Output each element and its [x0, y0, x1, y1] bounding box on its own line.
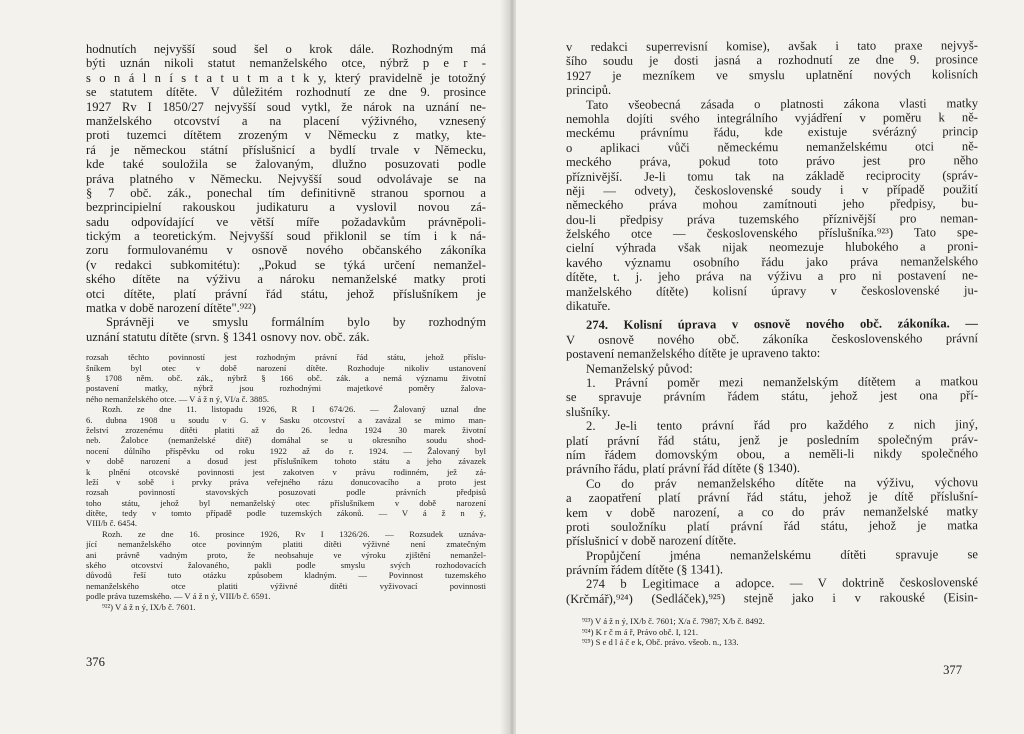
body-line: s o n á l n í s t a t u t m a t k y, který pravidelně je totožný — [86, 70, 486, 85]
body-line: 1927 je mezníkem ve smyslu uplatnění nových kolisních — [565, 66, 979, 83]
body-line: proti tuzemci dítětem zrozeným v Německu z matky, kte- — [86, 128, 486, 143]
footnote-line: ⁹²³) V á ž n ý, IX/b č. 7601; X/a č. 7987; X/b č. 8492. — [582, 616, 765, 627]
body-line: postavení nemanželského dítěte je upraveno takto: — [565, 346, 821, 362]
body-line: bezprincipielní rakouskou judikaturu a vyslovil novou zá- — [86, 200, 486, 215]
page-number-left: 376 — [86, 655, 105, 669]
footnote-line: dítěte, tedy v tomto případě podle tuzemských zákonů. — V á ž n ý, — [86, 508, 486, 519]
body-line: Tato všeobecná zásada o platnosti zákona vlasti matky — [585, 95, 979, 112]
footnote-line: postavení matky, nýbrž jsou rozhodnými majetkové poměry žalova- — [86, 383, 486, 394]
footnote-line: důvodů řeší tuto otázku způsobem kladným. — Povinnost tuzemského — [86, 570, 486, 581]
body-line: proti souložníku platí právní řád státu, jehož je matka — [565, 518, 979, 534]
body-line: (Krčmář),⁹²⁴) (Sedláček),⁹²⁵) stejně jako i v rakouské (Eisin- — [565, 590, 979, 606]
footnote-line: Rozh. ze dne 11. listopadu 1926, R I 674/26. — Žalovaný uznal dne — [102, 404, 486, 415]
body-line: 2. Je-li tento právní řád pro každého z nich jiný, — [585, 417, 979, 434]
body-line: meckého práva, pokud toto právo jest pro něho — [565, 153, 979, 170]
footnote-line: k plnění otcovské povinnosti jest zakotven v právu rodinném, jež zá- — [86, 466, 486, 477]
right-page — [516, 0, 1024, 734]
body-line: o aplikaci vůči německému nemanželskému otci ně- — [565, 138, 979, 155]
body-line: manželského dítěte) kolisní úpravy v československé ju- — [565, 282, 979, 299]
body-line: želského otce — československého příslušníka.⁹²³) Tato spe- — [565, 225, 979, 242]
body-line: kde také souložila se žalovaným, dlužno posuzovati podle — [86, 157, 486, 172]
footnote-line: Rozh. ze dne 16. prosince 1926, Rv I 1326/26. — Rozsudek uznáva- — [102, 528, 486, 539]
footnote-line: šníkem byl otec v době narození dítěte. Rozhoduje nikoliv ustanovení — [86, 362, 486, 373]
body-line: tickým a teoretickým. Nejvyšší soud přiklonil se tím i k ná- — [86, 229, 486, 244]
body-line: Správněji ve smyslu formálním bylo by rozhodným — [106, 315, 486, 330]
page-number-right: 377 — [943, 663, 962, 677]
body-line: slušníky. — [565, 404, 611, 419]
body-line: 1. Právní poměr mezi nemanželským dítětem a matkou — [585, 374, 979, 390]
left-text-column — [86, 42, 486, 612]
body-line: se statutem dítěte. V důležitém rozhodnutí ze dne 9. prosince — [86, 85, 486, 100]
body-line: Co do práv nemanželského dítěte na výživu, výchovu — [585, 474, 979, 491]
body-line: V osnově nového obč. zákoníka československého právní — [565, 331, 979, 347]
footnote-line: v době narození a dosud jest příslušníkem tohoto státu a jeho závazek — [86, 456, 486, 467]
body-line: dítěte, t. j. jeho práva na výživu a pro ni postavení ne- — [565, 268, 979, 285]
footnote-line: leží v sobě i prvky práva veřejného rázu donucovacího a proto jest — [86, 476, 486, 487]
body-line: dikatuře. — [565, 298, 611, 314]
body-line: býti uznán nikoli statut nemanželského otce, nýbrž p e r - — [86, 56, 486, 71]
section-274 — [566, 318, 978, 577]
footnote-line: podle práva tuzemského. — V á ž n ý, VIII/b č. 6591. — [86, 591, 271, 602]
footnote-line: ani právně vadným proto, že neobsahuje ve výroku zjištění nemanžel- — [86, 549, 486, 560]
body-line: právním řádem dítěte (§ 1341). — [565, 562, 724, 578]
right-text-column — [566, 40, 978, 647]
section-274b — [566, 577, 978, 606]
body-line: otci dítěte, platí právní řád státu, jehož příslušníkem je — [86, 286, 486, 301]
body-line: manželského otcovství a na placení výživného, vznesený — [86, 113, 486, 128]
left-body-text — [86, 42, 486, 344]
body-line: kavého významu osobního řádu jako práva nemanželského — [565, 254, 979, 270]
body-line: v redakci superrevisní komise), avšak i tato praxe nejvyš- — [565, 38, 979, 54]
footnote-line: nemanželského otce platiti výživné dítěti vyživovací povinnosti — [86, 580, 486, 591]
body-line: (v redakci subkomitétu): „Pokud se týká určení nemanžel- — [86, 257, 486, 272]
footnote-line: ⁹²²) V á ž n ý, IX/b č. 7601. — [102, 601, 196, 612]
body-line: příznivější. Je-li tomu tak na základě reciprocity (správ- — [565, 167, 979, 184]
body-line: hodnutích nejvyšší soud šel o krok dále. Rozhodným má — [86, 42, 486, 56]
body-line: matka v době narození dítěte".⁹²²) — [86, 301, 256, 316]
section-274-heading: 274. Kolisní úprava v osnově nového obč. zákoníka. — — [585, 316, 979, 333]
footnote-line: ⁹²⁵) S e d l á č e k, Obč. právo. všeob. n., 133. — [582, 637, 739, 648]
body-line: nemohla dojíti svého integrálního vyjádření v poměru k ně- — [565, 110, 979, 126]
body-line: sadu odpovídající ve větší míře požadavkům právněpoli- — [86, 214, 486, 229]
footnote-line: VIII/b č. 6454. — [86, 518, 138, 529]
body-line: platí právní řád státu, jenž je posledním společným práv- — [565, 431, 979, 448]
body-line: 1927 Rv I 1850/27 nejvyšší soud vytkl, že nárok na uznání ne- — [86, 99, 486, 114]
left-footnotes — [86, 352, 486, 612]
body-line: práva platného v Německu. Nejvyšší soud odvolávaje se na — [86, 171, 486, 186]
footnote-line: ného nemanželského otce. — V á ž n ý, VI/a č. 3885. — [86, 393, 270, 404]
body-line: šího soudu je dosti jasná a rozhodnutí ze dne 9. prosince — [565, 52, 979, 69]
left-page — [0, 0, 508, 734]
footnote-line: rozsah povinností stavovských posuzovati podle právních předpisů — [86, 487, 486, 498]
body-line: zoru formulovanému v osnově nového občanského zákoníka — [86, 243, 486, 258]
body-line: meckému právnímu řádu, kde existuje svérázný princip — [565, 124, 979, 141]
footnote-line: neb. Žalobce (nemanželské dítě) domáhal se u okresního soudu shod- — [86, 435, 486, 446]
footnote-line: 6. dubna 1908 u soudu v G. v Sasku otcovství a zavázal se mimo man- — [86, 414, 486, 425]
footnote-line: želství zrozenému dítěti platiti až do 26. ledna 1924 30 marek životní — [86, 424, 486, 435]
body-line: a zaopatření platí právní řád státu, jehož je dítě příslušní- — [565, 489, 979, 506]
body-line: cielní výhrada však nijak neomezuje hlubokého a proni- — [565, 239, 979, 256]
body-line: právního řádu, platí právní řád dítěte (§ 1340). — [565, 461, 800, 477]
right-body-text — [566, 40, 978, 313]
body-line: uznání statutu dítěte (srvn. § 1341 osnovy nov. obč. zák. — [86, 329, 370, 344]
right-footnotes — [566, 616, 978, 647]
body-line: se spravuje právním řádem státu, jehož jest ona pří- — [565, 388, 979, 405]
body-line: ského dítěte na výživu a nároku nemanželské matky proti — [86, 272, 486, 287]
body-line: německého práva mohou zamítnouti jeho předpisy, bu- — [565, 196, 979, 213]
footnote-line: § 1708 něm. obč. zák., nýbrž § 166 obč. zák. a nemá významu životní — [86, 372, 486, 383]
body-line: dou-li předpisy práva tuzemského příznivější pro neman- — [565, 210, 979, 227]
body-line: Propůjčení jména nemanželskému dítěti spravuje se — [585, 546, 979, 563]
footnote-line: rozsah těchto povinností jest rozhodným právní řád státu, jehož příslu- — [86, 352, 486, 363]
body-line: rá je německou státní příslušnicí a bydlí trvale v Německu, — [86, 142, 486, 157]
footnote-line: toho státu, jehož byl nemanželský otec příslušníkem v době narození — [86, 497, 486, 508]
footnote-line: ského otcovství žalovaného, pakli podle smyslu svých rozhodovacích — [86, 560, 486, 571]
body-line: principů. — [565, 82, 612, 98]
body-line: ním řádem domovským obou, a neměli-li nikdy společného — [565, 446, 979, 462]
section-274b-heading: 274 b Legitimace a adopce. — V doktrině československé — [585, 575, 979, 592]
footnote-line: nocení důlního příspěvku od roku 1922 až do r. 1924. — Žalovaný byl — [86, 445, 486, 456]
body-line: příslušnicí v době narození dítěte. — [565, 533, 737, 549]
body-line: § 7 obč. zák., ponechal tím definitivně stranou spornou a — [86, 185, 486, 200]
section-274-subheading: Nemanželský původ: — [585, 361, 693, 376]
body-line: kem v době narození, a co do práv nemanželské matky — [565, 503, 979, 520]
footnote-line: ⁹²⁴) K r č m á ř, Právo obč. I, 121. — [582, 626, 698, 637]
body-line: něji — odvety), československé soudy i v případě použití — [565, 182, 979, 198]
footnote-line: jící nemanželského otce povinným platiti dítěti výživné není zmatečným — [86, 539, 486, 550]
